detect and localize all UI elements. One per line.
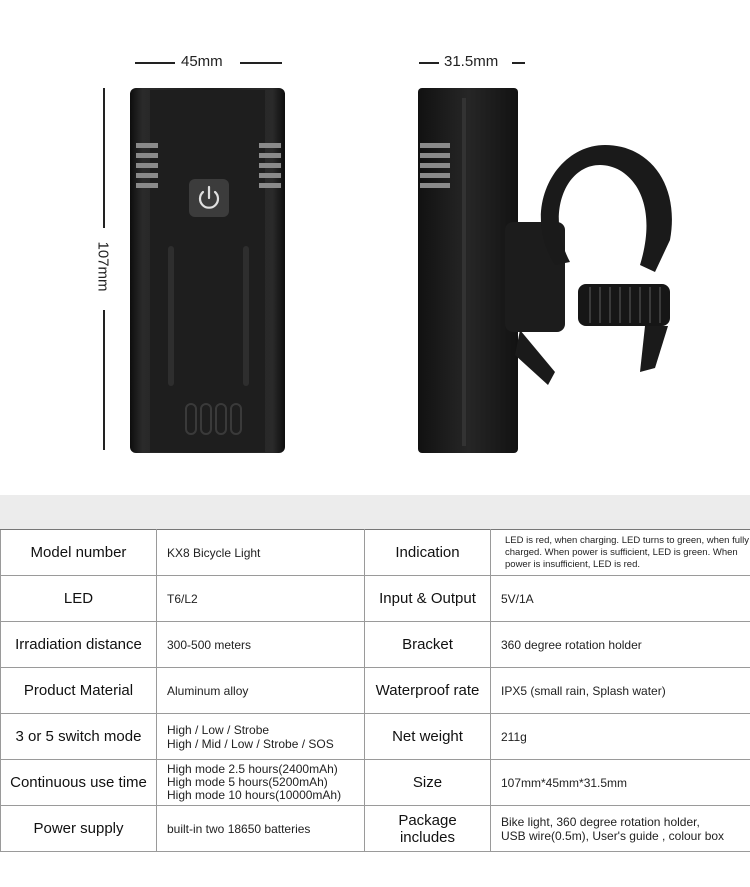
spec-label: LED [1, 576, 157, 622]
spec-value: IPX5 (small rain, Splash water) [491, 668, 750, 714]
table-row [1, 806, 750, 852]
power-button-icon [189, 179, 229, 217]
spec-label: Waterproof rate [365, 668, 491, 714]
spec-label: Bracket [365, 622, 491, 668]
spec-label: Product Material [1, 668, 157, 714]
spec-value: Aluminum alloy [157, 668, 365, 714]
spec-label: Input & Output [365, 576, 491, 622]
spec-label: Model number [1, 530, 157, 576]
spec-table-section [0, 495, 750, 887]
side-body [418, 88, 518, 453]
table-row [1, 668, 750, 714]
spec-value: 360 degree rotation holder [491, 622, 750, 668]
table-row [1, 530, 750, 576]
spec-label: Continuous use time [1, 760, 157, 806]
spec-value: KX8 Bicycle Light [157, 530, 365, 576]
spec-value: LED is red, when charging. LED turns to green, when fully charged. When power is sufficient, LED is green. When power is insufficient, LED is red. [491, 530, 750, 576]
table-header-band [0, 495, 750, 529]
spec-table [0, 529, 750, 852]
height-dimension-label: 107mm [95, 236, 112, 298]
spec-value: 211g [491, 714, 750, 760]
handlebar-clamp [541, 145, 672, 272]
spec-value: 300-500 meters [157, 622, 365, 668]
spec-value: built-in two 18650 batteries [157, 806, 365, 852]
spec-value: 107mm*45mm*31.5mm [491, 760, 750, 806]
spec-label: Net weight [365, 714, 491, 760]
depth-dimension-label: 31.5mm [440, 53, 502, 70]
table-row [1, 576, 750, 622]
spec-label: 3 or 5 switch mode [1, 714, 157, 760]
spec-value: High / Low / Strobe High / Mid / Low / Strobe / SOS [157, 714, 365, 760]
spec-value: High mode 2.5 hours(2400mAh) High mode 5 hours(5200mAh) High mode 10 hours(10000mAh) [157, 760, 365, 806]
table-row [1, 622, 750, 668]
spec-label: Size [365, 760, 491, 806]
width-dimension-label: 45mm [177, 53, 227, 70]
spec-value: 5V/1A [491, 576, 750, 622]
table-row [1, 760, 750, 806]
spec-label: Irradiation distance [1, 622, 157, 668]
tension-knob [578, 284, 670, 326]
spec-label: Indication [365, 530, 491, 576]
table-row [1, 714, 750, 760]
spec-value: T6/L2 [157, 576, 365, 622]
spec-label: Package includes [365, 806, 491, 852]
spec-value: Bike light, 360 degree rotation holder, USB wire(0.5m), User's guide , colour box [491, 806, 750, 852]
spec-label: Power supply [1, 806, 157, 852]
spec-table-body [1, 530, 750, 852]
